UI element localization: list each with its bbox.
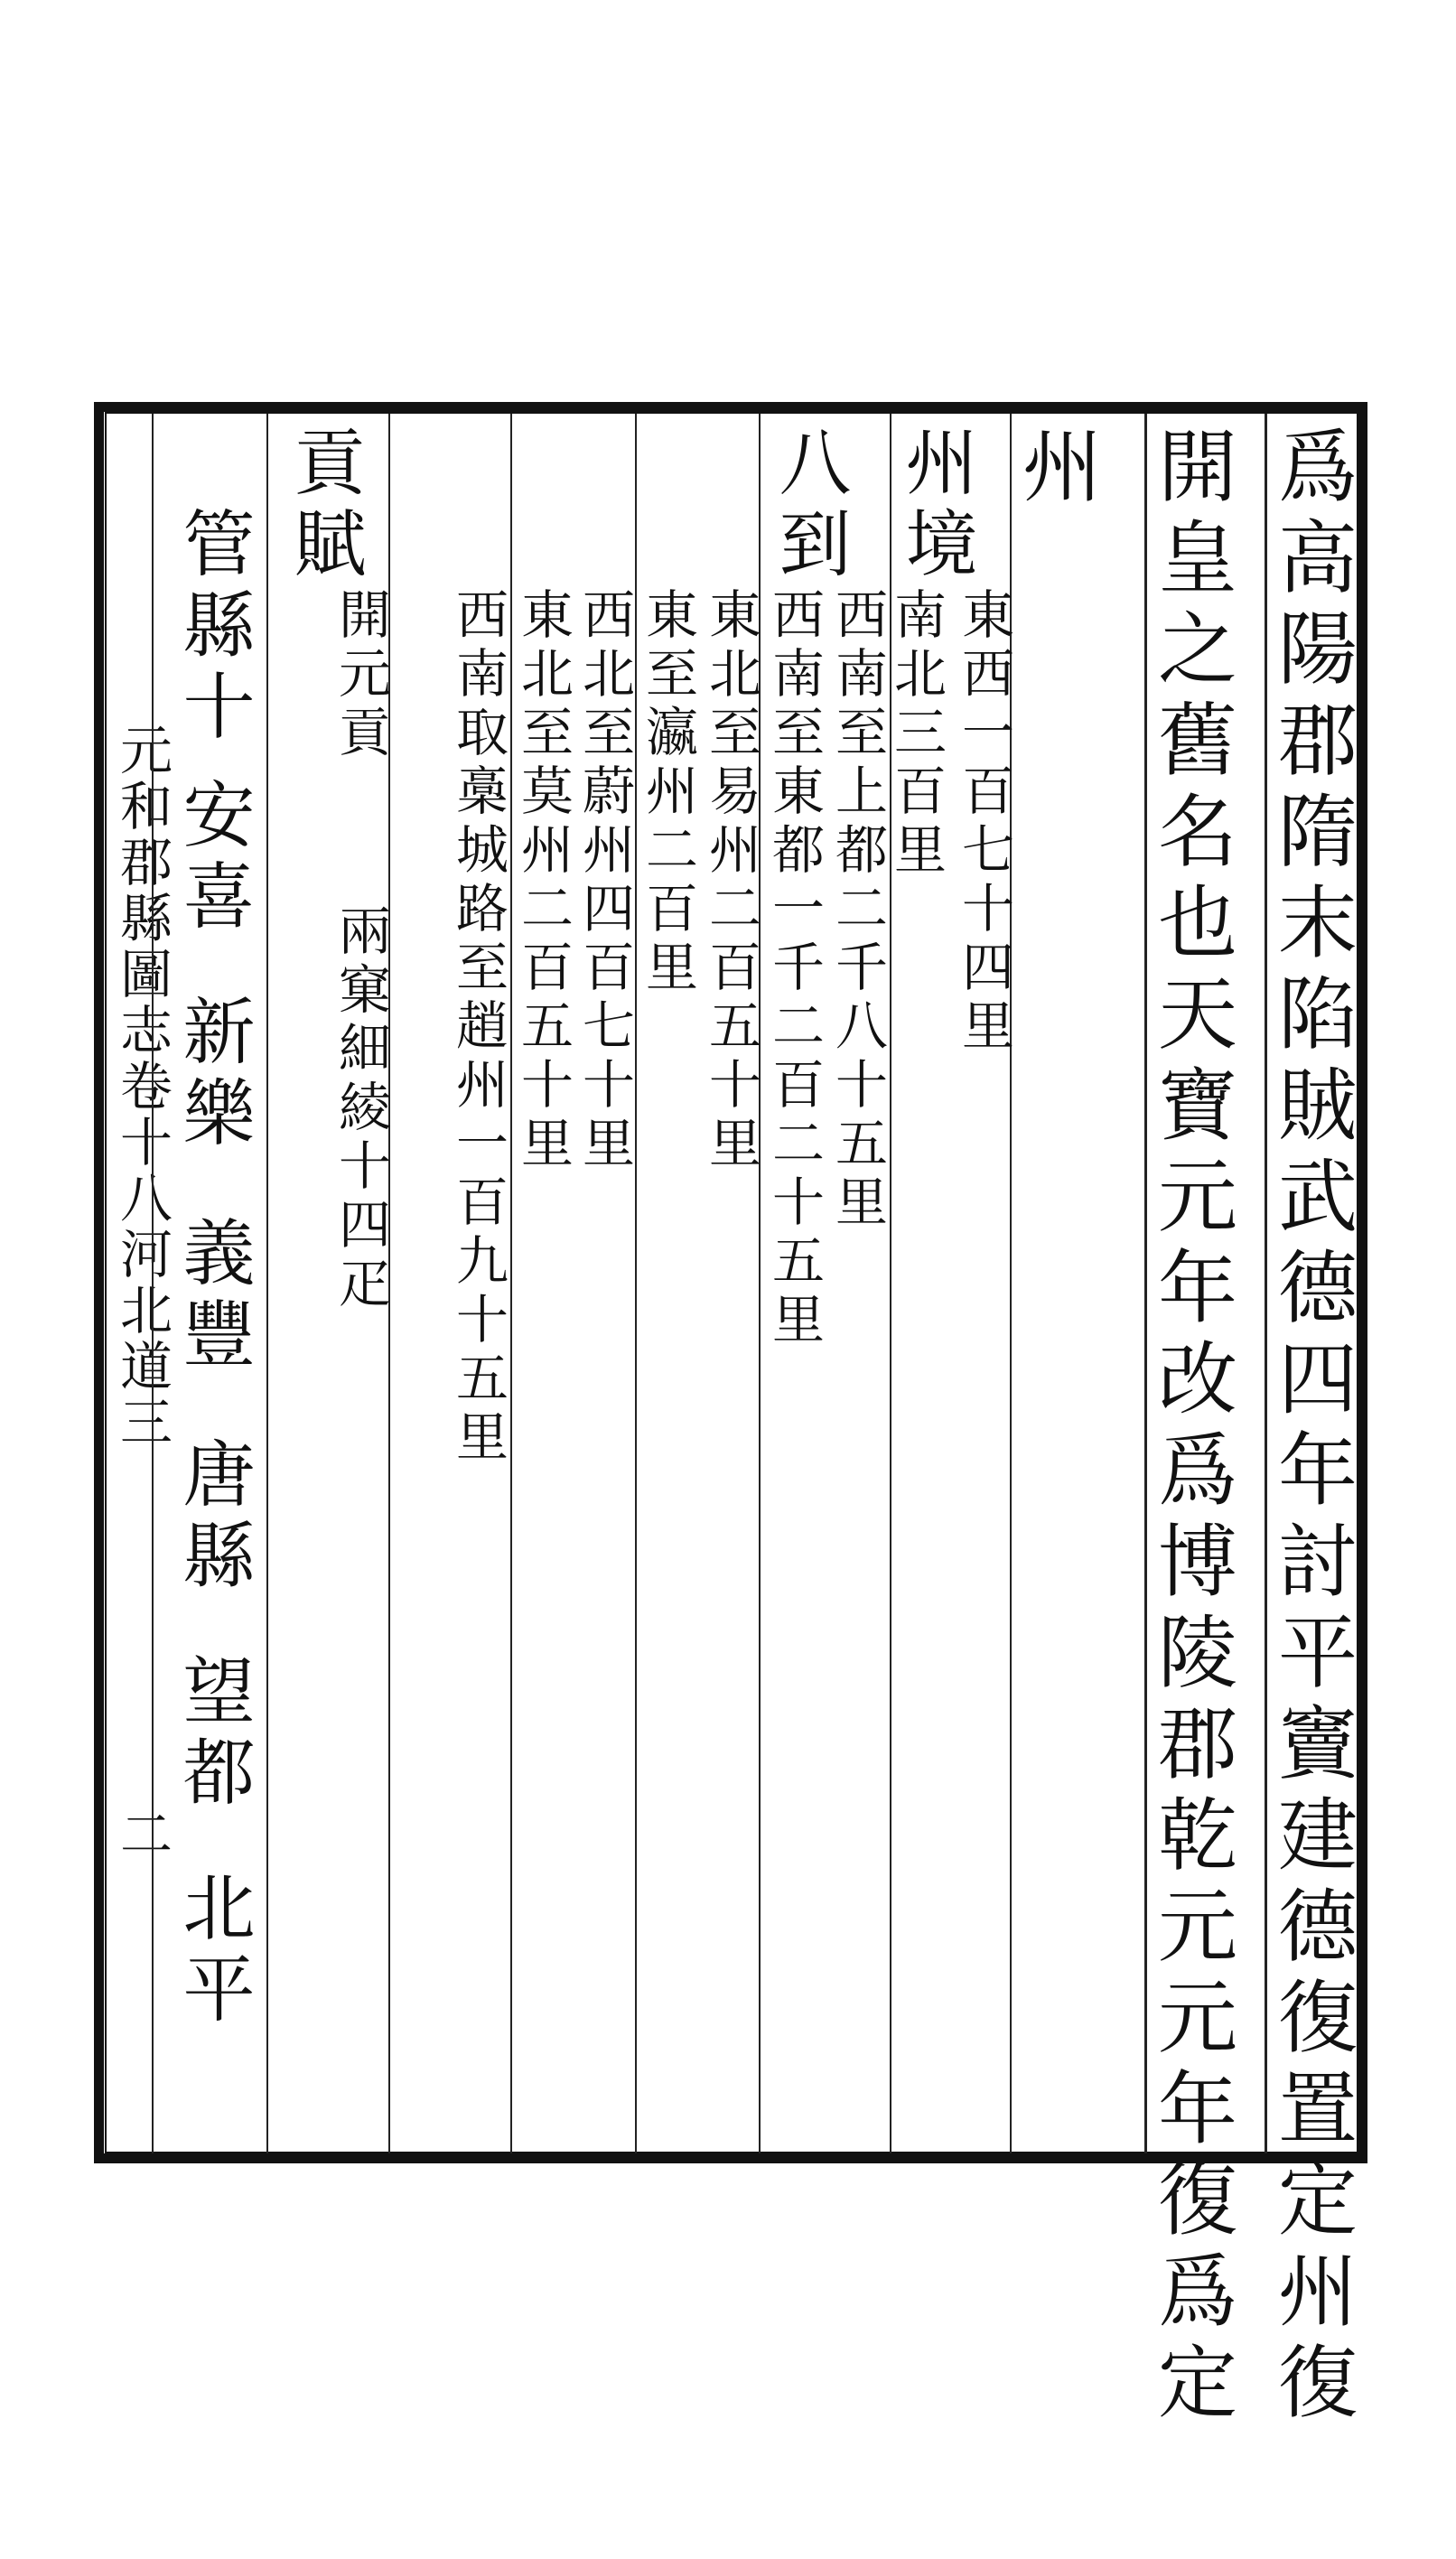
county-anxi: 安喜 (171, 777, 255, 939)
gongfu-item: 兩窠細綾十四疋 (330, 903, 391, 1314)
book-title-margin: 元和郡縣圖志卷十八河北道三 (111, 723, 173, 1451)
badao-line-2: 西南至東都一千二百二十五里 (763, 587, 825, 1350)
county-xinle: 新樂 (171, 994, 255, 1156)
badao-line-3: 東北至易州二百五十里 (700, 587, 761, 1174)
zhoujing-north-south: 南北三百里 (885, 587, 947, 881)
badao-line-6: 東北至莫州二百五十里 (512, 587, 574, 1174)
text-column-3: 州 (1010, 425, 1103, 516)
county-yifeng: 義豐 (171, 1215, 255, 1378)
badao-line-7: 西南取槀城路至趙州一百九十五里 (447, 587, 509, 1468)
county-beiping: 北平 (171, 1870, 255, 2032)
badao-line-4: 東至瀛州二百里 (637, 587, 698, 998)
badao-line-5: 西北至蔚州四百七十里 (574, 587, 635, 1174)
section-heading-zhoujing: 州境 (893, 425, 977, 587)
gongfu-kaiyuan: 開元貢 (330, 587, 391, 763)
county-wangdu: 望都 (171, 1653, 255, 1816)
county-tangxian: 唐縣 (171, 1436, 255, 1599)
counties-heading: 管縣十 (171, 506, 255, 750)
column-rule (266, 414, 268, 2153)
column-rule (152, 414, 154, 2153)
leaf-number: 二 (111, 1807, 173, 1859)
text-column-2: 開皇之舊名也天寶元年改爲博陵郡乾元元年復爲定 (1145, 425, 1238, 2432)
zhoujing-east-west: 東西一百七十四里 (953, 587, 1014, 1057)
text-column-1: 爲高陽郡隋末陷賊武德四年討平竇建德復置定州復 (1265, 425, 1358, 2432)
section-heading-gongfu: 貢賦 (282, 425, 366, 587)
section-heading-badao: 八到 (767, 425, 851, 587)
badao-line-1: 西南至上都二千八十五里 (826, 587, 888, 1233)
